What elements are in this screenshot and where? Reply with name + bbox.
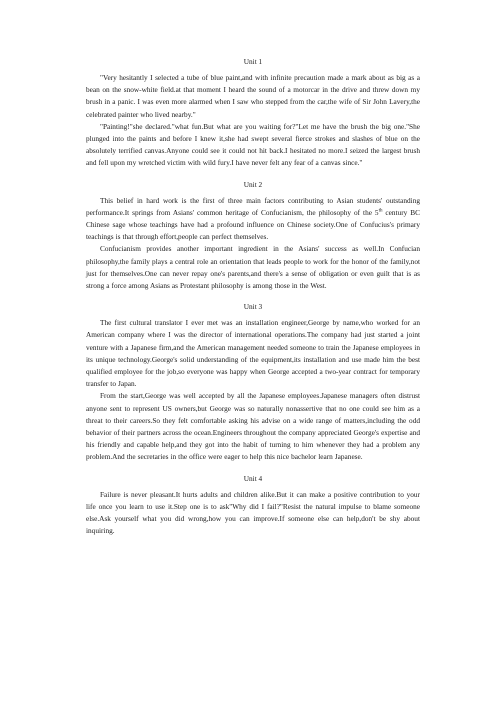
unit-1-section (86, 56, 420, 170)
unit-1-paragraph-1: "Very hesitantly I selected a tube of blue paint,and with infinite precaution made a mark about as big as a bean on the snow-white field.at that moment I heard the sound of a motorcar in the drive and threw down my brush in a panic. I was even more alarmed when I saw who stepped from the car,the wife of Sir John Lavery,the celebrated painter who lived nearby." (86, 73, 420, 119)
unit-3-paragraph-2: From the start,George was well accepted by all the Japanese employees.Japanese managers often distrust anyone sent to represent US owners,but George was so naturally nonassertive that no one could see him as a threat to their careers.So they felt comfortable asking his advise on a wide range of matters,including the odd behavior of their partners across the ocean.Engineers throughout the company appreciated George's expertise and his friendly and capable help,and they got into the habit of turning to him whenever they had a problem any problem.And the secretaries in the office were eager to help this nice bachelor learn Japanese. (86, 391, 420, 462)
unit-2-paragraph-1-text: This belief in hard work is the first of three main factors contributing to Asian students' outstanding performance.It springs from Asians' common heritage of Confucianism, the philosophy of the 5th century BC Chinese sage whose teachings have had a profound influence on Chinese society.One of Confucius's primary teachings is that through effort,people can perfect themselves. (86, 195, 421, 242)
unit-2-section (86, 179, 420, 293)
unit-2-paragraph-1 (86, 195, 420, 244)
document-page (86, 56, 420, 547)
unit-3-title: Unit 3 (243, 302, 263, 312)
unit-4-section (86, 473, 420, 538)
unit-1-paragraph-2: "Painting!"she declared."what fun.But what are you waiting for?"Let me have the brush the big one."She plunged into the paints and before I knew it,she had swept several fierce strokes and slashes of blue on the absolutely terrified canvas.Anyone could see it could not hit back.I hesitated no more.I seized the largest brush and fell upon my wretched victim with wild fury.I have never felt any fear of a canvas since." (86, 121, 420, 168)
unit-2-paragraph-2: Confucianism provides another important ingredient in the Asians' success as well.In Confucian philosophy,the family plays a central role an orientation that leads people to work for the honor of the family,not just for themselves.One can never repay one's parents,and there's a sense of obligation or even guilt that is as strong a force among Asians as Protestant philosophy is among those in the West. (86, 244, 420, 291)
unit-3-section (86, 301, 420, 463)
unit-2-title: Unit 2 (243, 179, 263, 189)
unit-4-paragraph-1: Failure is never pleasant.It hurts adults and children alike.But it can make a positive contribution to your life once you learn to use it.Step one is to ask"Why did I fail?"Resist the natural impulse to blame someone else.Ask yourself what you did wrong,how you can improve.If someone else can help,don't be shy about inquiring. (86, 489, 420, 536)
unit-3-paragraph-1: The first cultural translator I ever met was an installation engineer,George by name,who worked for an American company where I was the director of international operations.The company had just started a joint venture with a Japanese firm,and the American management needed someone to train the Japanese employees in its unique technology.George's solid understanding of the equipment,its installation and use made him the best qualified employee for the job,so everyone was happy when George accepted a two-year contract for temporary transfer to Japan. (86, 318, 420, 389)
unit-4-title: Unit 4 (243, 473, 263, 483)
unit-1-title: Unit 1 (243, 57, 263, 66)
